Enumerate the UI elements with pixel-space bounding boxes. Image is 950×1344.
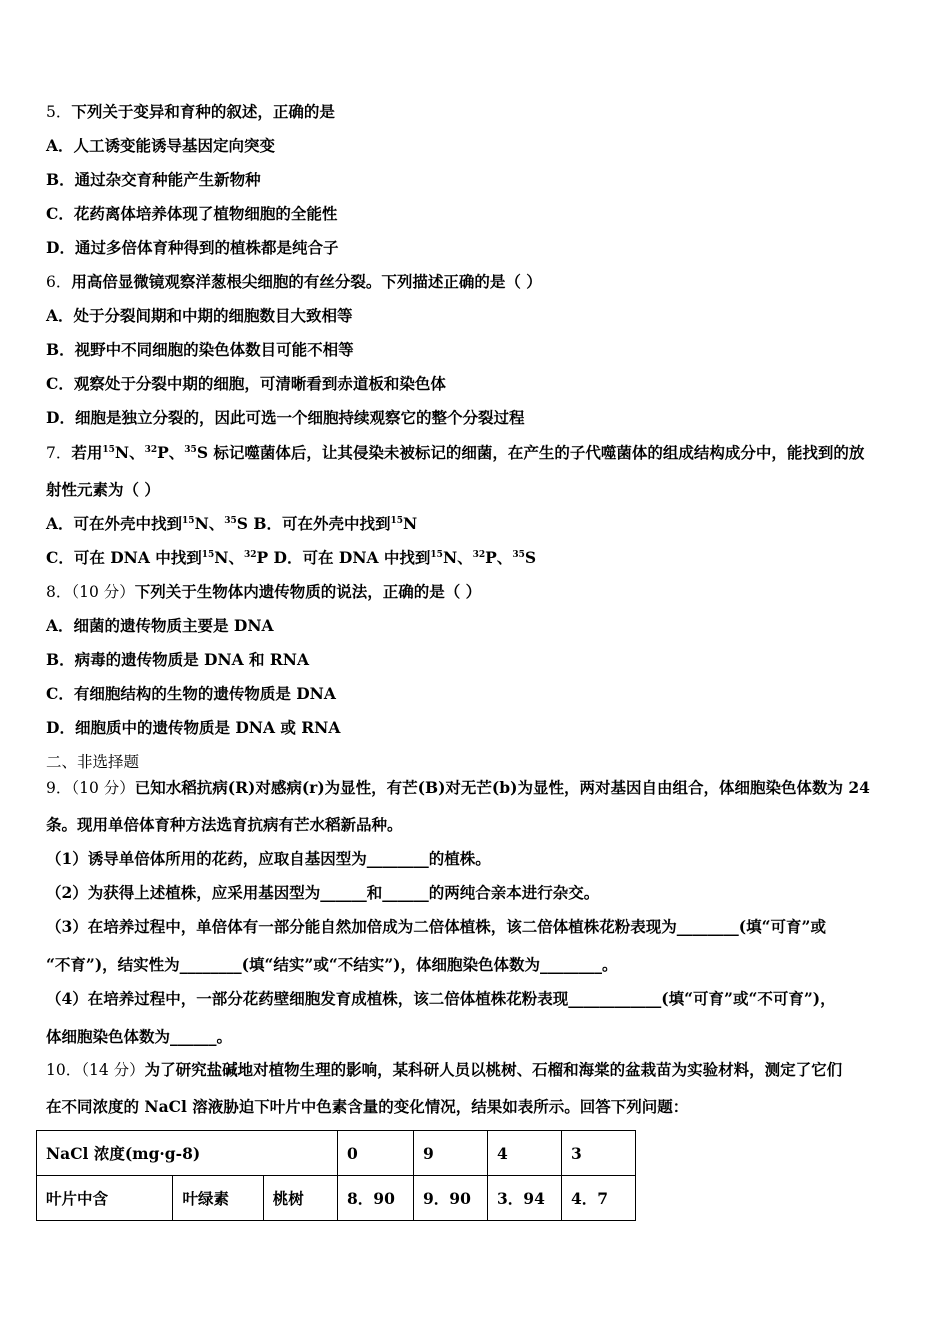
table-header-row xyxy=(37,1131,636,1176)
table-cell: 叶片中含 xyxy=(37,1176,173,1221)
table-cell: 4 xyxy=(488,1131,562,1176)
table-cell: 4．7 xyxy=(562,1176,636,1221)
q5-option-d: D．通过多倍体育种得到的植株都是纯合子 xyxy=(46,238,339,257)
nacl-data-table xyxy=(36,1130,636,1221)
q9-part2: （2）为获得上述植株，应采用基因型为______和______的两纯合亲本进行杂交。 xyxy=(46,883,600,902)
table-cell: 9 xyxy=(414,1131,488,1176)
q9-stem-line2: 条。现用单倍体育种方法选育抗病有芒水稻新品种。 xyxy=(46,815,403,834)
table-cell: 0 xyxy=(338,1131,414,1176)
q5-option-c: C．花药离体培养体现了植物细胞的全能性 xyxy=(46,204,338,223)
q6-option-b: B．视野中不同细胞的染色体数目可能不相等 xyxy=(46,340,354,359)
q8-option-c: C．有细胞结构的生物的遗传物质是 DNA xyxy=(46,684,336,703)
q6-option-c: C．观察处于分裂中期的细胞，可清晰看到赤道板和染色体 xyxy=(46,374,446,393)
table-header-label: NaCl 浓度(mg·g-8) xyxy=(37,1131,338,1176)
q8-stem: 8．（10 分）下列关于生物体内遗传物质的说法，正确的是（ ） xyxy=(46,582,482,601)
q6-option-d: D．细胞是独立分裂的，因此可选一个细胞持续观察它的整个分裂过程 xyxy=(46,408,525,427)
q6-option-a: A．处于分裂间期和中期的细胞数目大致相等 xyxy=(46,306,353,325)
q9-part4-line2: 体细胞染色体数为______。 xyxy=(46,1027,233,1046)
q9-part3-line2: “不育”)，结实性为________(填“结实”或“不结实”)，体细胞染色体数为________。 xyxy=(46,955,618,974)
q10-stem-line2: 在不同浓度的 NaCl 溶液胁迫下叶片中色素含量的变化情况，结果如表所示。回答下列问题： xyxy=(46,1097,689,1116)
section-heading: 二、非选择题 xyxy=(46,753,140,771)
table-cell: 9．90 xyxy=(414,1176,488,1221)
q8-option-a: A．细菌的遗传物质主要是 DNA xyxy=(46,616,274,635)
q7-stem-line2: 射性元素为（ ） xyxy=(46,480,160,499)
q7-options-cd: C．可在 DNA 中找到$^{15}$N、$^{32}$P D．可在 DNA 中找到$^{15}$N、$^{32}$P、$^{35}$S xyxy=(46,548,537,567)
q5-option-b: B．通过杂交育种能产生新物种 xyxy=(46,170,261,189)
table-cell: 3 xyxy=(562,1131,636,1176)
q5-stem: 5．下列关于变异和育种的叙述，正确的是 xyxy=(46,102,335,121)
q9-part4-line1: （4）在培养过程中，一部分花药壁细胞发育成植株，该二倍体植株花粉表现____________(填“可育”或“不可育”)， xyxy=(46,989,836,1008)
q10-stem-line1: 10．（14 分）为了研究盐碱地对植物生理的影响，某科研人员以桃树、石榴和海棠的盆栽苗为实验材料，测定了它们 xyxy=(46,1060,843,1079)
q7-stem-line1: 7．若用$^{15}$N、$^{32}$P、$^{35}$S 标记噬菌体后，让其侵染未被标记的细菌，在产生的子代噬菌体的组成结构成分中，能找到的放 xyxy=(46,443,865,462)
q5-option-a: A．人工诱变能诱导基因定向突变 xyxy=(46,136,276,155)
q9-stem-line1: 9．（10 分）已知水稻抗病(R)对感病(r)为显性，有芒(B)对无芒(b)为显性，两对基因自由组合，体细胞染色体数为 24 xyxy=(46,778,870,797)
table-cell: 3．94 xyxy=(488,1176,562,1221)
q9-part3-line1: （3）在培养过程中，单倍体有一部分能自然加倍成为二倍体植株，该二倍体植株花粉表现为________(填“可育”或 xyxy=(46,917,826,936)
table-row xyxy=(37,1176,636,1221)
q6-stem: 6．用高倍显微镜观察洋葱根尖细胞的有丝分裂。下列描述正确的是（ ） xyxy=(46,272,542,291)
q7-options-ab: A．可在外壳中找到$^{15}$N、$^{35}$S B．可在外壳中找到$^{15}$N xyxy=(46,514,418,533)
table-cell: 叶绿素 xyxy=(173,1176,263,1221)
table-cell: 8．90 xyxy=(338,1176,414,1221)
q9-part1: （1）诱导单倍体所用的花药，应取自基因型为________的植株。 xyxy=(46,849,491,868)
q8-option-b: B．病毒的遗传物质是 DNA 和 RNA xyxy=(46,650,310,669)
table-cell: 桃树 xyxy=(263,1176,337,1221)
q8-option-d: D．细胞质中的遗传物质是 DNA 或 RNA xyxy=(46,718,341,737)
